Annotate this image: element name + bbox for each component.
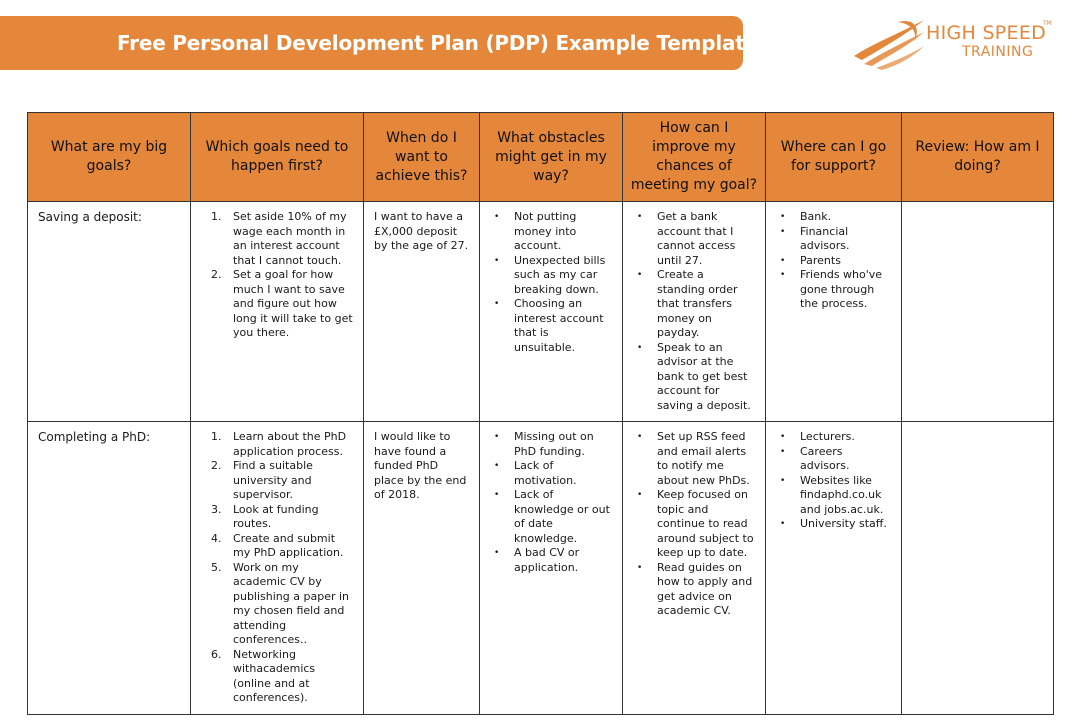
column-header-improve-chances: How can I improve my chances of meeting my goal? — [623, 113, 766, 202]
when-text: I would like to have found a funded PhD place by the end of 2018. — [374, 430, 467, 501]
first-steps-list — [201, 210, 353, 341]
column-header-big-goals: What are my big goals? — [28, 113, 191, 202]
cell-first-steps — [191, 422, 364, 715]
list-item: • Parents — [800, 254, 891, 269]
cell-support — [766, 422, 902, 715]
list-item: • Financial advisors. — [800, 225, 891, 254]
column-header-goals-first: Which goals need to happen first? — [191, 113, 364, 202]
list-item: 5. Work on my academic CV by publishing a paper in my chosen field and attending conferences.. — [225, 561, 353, 648]
cell-obstacles — [480, 202, 623, 422]
obstacles-list — [490, 210, 612, 355]
cell-goal — [28, 202, 191, 422]
list-item: 2. Find a suitable university and supervisor. — [225, 459, 353, 503]
cell-goal — [28, 422, 191, 715]
swoosh-logo-icon — [852, 16, 927, 70]
list-item: • Unexpected bills such as my car breaking down. — [514, 254, 612, 298]
column-header-obstacles: What obstacles might get in my way? — [480, 113, 623, 202]
support-list — [776, 210, 891, 312]
list-item: • University staff. — [800, 517, 891, 532]
pdp-table — [27, 112, 1054, 715]
logo-text-training: TRAINING — [962, 44, 1034, 60]
cell-when — [364, 422, 480, 715]
cell-when — [364, 202, 480, 422]
list-item: • A bad CV or application. — [514, 546, 612, 575]
cell-support — [766, 202, 902, 422]
cell-first-steps — [191, 202, 364, 422]
cell-improve — [623, 202, 766, 422]
list-item: 2. Set a goal for how much I want to save and figure out how long it will take to get you there. — [225, 268, 353, 341]
list-item: • Lack of knowledge or out of date knowledge. — [514, 488, 612, 546]
list-item: • Keep focused on topic and continue to read around subject to keep up to date. — [657, 488, 755, 561]
list-item: • Lack of motivation. — [514, 459, 612, 488]
list-item: • Read guides on how to apply and get advice on academic CV. — [657, 561, 755, 619]
list-item: • Get a bank account that I cannot access until 27. — [657, 210, 755, 268]
list-item: 1. Learn about the PhD application process. — [225, 430, 353, 459]
list-item: • Set up RSS feed and email alerts to notify me about new PhDs. — [657, 430, 755, 488]
high-speed-training-logo — [852, 16, 1052, 70]
list-item: • Not putting money into account. — [514, 210, 612, 254]
list-item: 4. Create and submit my PhD application. — [225, 532, 353, 561]
list-item: 6. Networking withacademics (online and at conferences). — [225, 648, 353, 706]
list-item: • Create a standing order that transfers money on payday. — [657, 268, 755, 341]
logo-trademark: TM — [1043, 20, 1052, 27]
cell-obstacles — [480, 422, 623, 715]
table-header-row — [28, 113, 1054, 202]
improve-list — [633, 210, 755, 413]
list-item: 3. Look at funding routes. — [225, 503, 353, 532]
list-item: • Bank. — [800, 210, 891, 225]
cell-improve — [623, 422, 766, 715]
table-row-saving-deposit — [28, 202, 1054, 422]
list-item: • Websites like findaphd.co.uk and jobs.ac.uk. — [800, 474, 891, 518]
cell-review — [902, 202, 1054, 422]
list-item: • Choosing an interest account that is unsuitable. — [514, 297, 612, 355]
page-title: Free Personal Development Plan (PDP) Example Template — [117, 31, 759, 55]
improve-list — [633, 430, 755, 619]
list-item: • Missing out on PhD funding. — [514, 430, 612, 459]
row-goal-label: Completing a PhD: — [38, 430, 151, 444]
list-item: • Lecturers. — [800, 430, 891, 445]
obstacles-list — [490, 430, 612, 575]
first-steps-list — [201, 430, 353, 706]
logo-text-high-speed: HIGH SPEED — [926, 22, 1047, 44]
column-header-review: Review: How am I doing? — [902, 113, 1054, 202]
when-text: I want to have a £X,000 deposit by the age of 27. — [374, 210, 469, 252]
support-list — [776, 430, 891, 532]
cell-review — [902, 422, 1054, 715]
table-row-completing-phd — [28, 422, 1054, 715]
list-item: • Speak to an advisor at the bank to get best account for saving a deposit. — [657, 341, 755, 414]
list-item: • Friends who've gone through the process. — [800, 268, 891, 312]
column-header-when: When do I want to achieve this? — [364, 113, 480, 202]
row-goal-label: Saving a deposit: — [38, 210, 142, 224]
column-header-support: Where can I go for support? — [766, 113, 902, 202]
title-banner — [0, 16, 759, 70]
list-item: • Careers advisors. — [800, 445, 891, 474]
list-item: 1. Set aside 10% of my wage each month in an interest account that I cannot touch. — [225, 210, 353, 268]
